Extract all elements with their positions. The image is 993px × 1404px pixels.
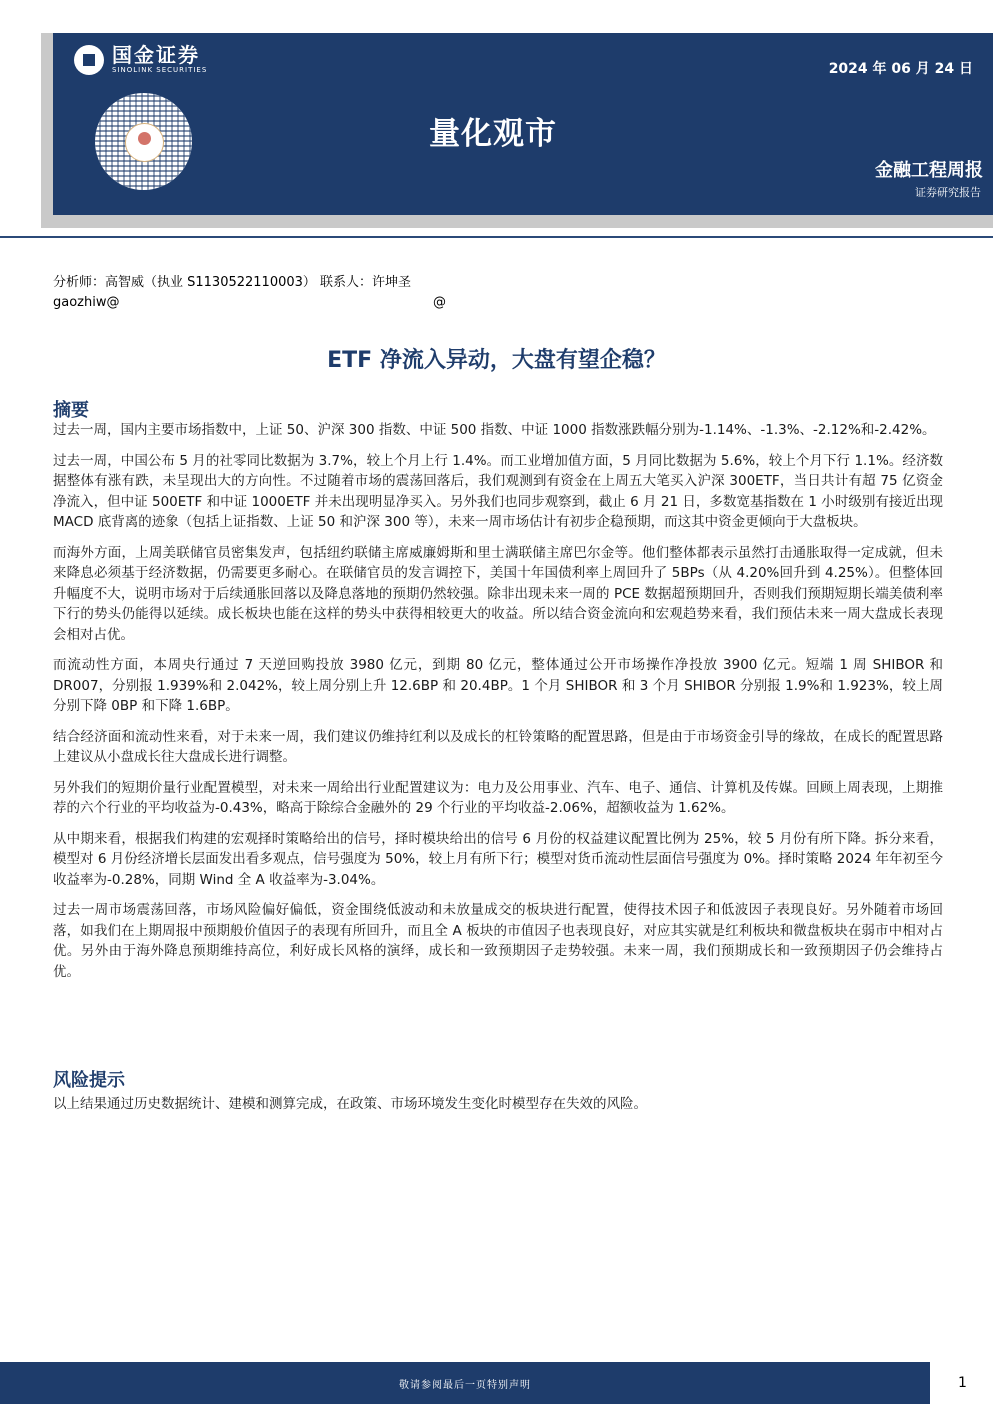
contact-email: @ <box>433 295 446 310</box>
logo-mark-icon <box>74 45 104 75</box>
summary-body <box>53 420 943 992</box>
summary-paragraph: 结合经济面和流动性来看，对于未来一周，我们建议仍维持红利以及成长的杠铃策略的配置思路，但是由于市场资金引导的缘故，在成长的配置思路上建议从小盘成长往大盘成长进行调整。 <box>53 728 943 765</box>
report-type: 金融工程周报 <box>875 160 983 181</box>
summary-paragraph: 过去一周市场震荡回落，市场风险偏好偏低，资金围绕低波动和未放量成交的板块进行配置，使得技术因子和低波因子表现良好。另外随着市场回落，如我们在上期周报中预期般价值因子的表现有所回升，而且全 A 板块的市值因子也表现良好，对应其实就是红利板块和微盘板块在弱市中相对占优。另外由于海外降息预期维持高位，利好成长风格的演绎，成长和一致预期因子走势较强。未来一周，我们预期成长和一致预期因子仍会维持占优。 <box>53 902 943 980</box>
brand-logo <box>74 44 207 75</box>
risk-heading: 风险提示 <box>53 1070 125 1091</box>
logo-chinese-name: 国金证券 <box>112 43 200 67</box>
page-title: ETF 净流入异动，大盘有望企稳？ <box>327 348 666 373</box>
footer-notice: 敬请参阅最后一页特别声明 <box>399 1380 531 1391</box>
header-divider <box>0 236 993 238</box>
logo-english-name: SINOLINK SECURITIES <box>112 66 208 74</box>
report-date: 2024 年 06 月 24 日 <box>828 61 973 77</box>
summary-paragraph: 过去一周，中国公布 5 月的社零同比数据为 3.7%，较上个月上行 1.4%。而工业增加值方面，5 月同比数据为 5.6%，较上个月下行 1.1%。经济数据整体有涨有跌，未呈现出大的方向性。不过随着市场的震荡回落后，我们观测到有资金在上周五大笔买入沪深 300ETF，当日共计有超 75 亿资金净流入，但中证 500ETF 和中证 1000ETF 并未出现明显净买入。另外我们也同步观察到，截止 6 月 21 日，多数宽基指数在 1 小时级别有接近出现 MACD 底背离的迹象（包括上证指数、上证 50 和沪深 300 等），未来一周市场估计有初步企稳预期，而这其中资金更倾向于大盘板块。 <box>53 452 943 530</box>
analyst-info: 分析师：高智威（执业 S1130522110003） 联系人：许坤圣 <box>53 275 412 290</box>
report-series-title: 量化观市 <box>429 116 557 152</box>
summary-paragraph: 另外我们的短期价量行业配置模型，对未来一周给出行业配置建议为：电力及公用事业、汽车、电子、通信、计算机及传媒。回顾上周表现，上期推荐的六个行业的平均收益为-0.43%，略高于除综合金融外的 29 个行业的平均收益-2.06%，超额收益为 1.62%。 <box>53 779 943 816</box>
qr-code-icon <box>95 93 192 190</box>
summary-paragraph: 而流动性方面，本周央行通过 7 天逆回购投放 3980 亿元，到期 80 亿元，整体通过公开市场操作净投放 3900 亿元。短端 1 周 SHIBOR 和 DR007，分别报 1.939%和 2.042%，较上周分别上升 12.6BP 和 20.4BP。1 个月 SHIBOR 和 3 个月 SHIBOR 分别报 1.9%和 1.923%，较上周分别下降 0BP 和下降 1.6BP。 <box>53 657 943 714</box>
summary-heading: 摘要 <box>53 400 89 421</box>
summary-paragraph: 而海外方面，上周美联储官员密集发声，包括纽约联储主席威廉姆斯和里士满联储主席巴尔金等。他们整体都表示虽然打击通胀取得一定成就，但未来降息必须基于经济数据，仍需要更多耐心。在联储官员的发言调控下，美国十年国债利率上周回升了 5BPs（从 4.20%回升到 4.25%）。但整体回升幅度不大，说明市场对于后续通胀回落以及降息落地的预期仍然较强。除非出现未来一周的 PCE 数据超预期回升，否则我们预期短期长端美债利率下行的势头仍能得以延续。成长板块也能在这样的势头中获得相较更大的收益。所以结合资金流向和宏观趋势来看，我们预估未来一周大盘成长表现会相对占优。 <box>53 544 943 643</box>
summary-paragraph: 过去一周，国内主要市场指数中，上证 50、沪深 300 指数、中证 500 指数、中证 1000 指数涨跌幅分别为-1.14%、-1.3%、-2.12%和-2.42%。 <box>53 422 936 438</box>
page-number: 1 <box>958 1375 967 1391</box>
summary-paragraph: 从中期来看，根据我们构建的宏观择时策略给出的信号，择时模块给出的信号 6 月份的权益建议配置比例为 25%，较 5 月份有所下降。拆分来看，模型对 6 月份经济增长层面发出看多观点，信号强度为 50%，较上月有所下行；模型对货币流动性层面信号强度为 0%。择时策略 2024 年年初至今收益率为-0.28%，同期 Wind 全 A 收益率为-3.04%。 <box>53 830 943 888</box>
risk-text: 以上结果通过历史数据统计、建模和测算完成，在政策、市场环境发生变化时模型存在失效的风险。 <box>53 1096 647 1112</box>
report-category: 证券研究报告 <box>915 186 981 199</box>
analyst-email: gaozhiw@ <box>53 295 120 310</box>
